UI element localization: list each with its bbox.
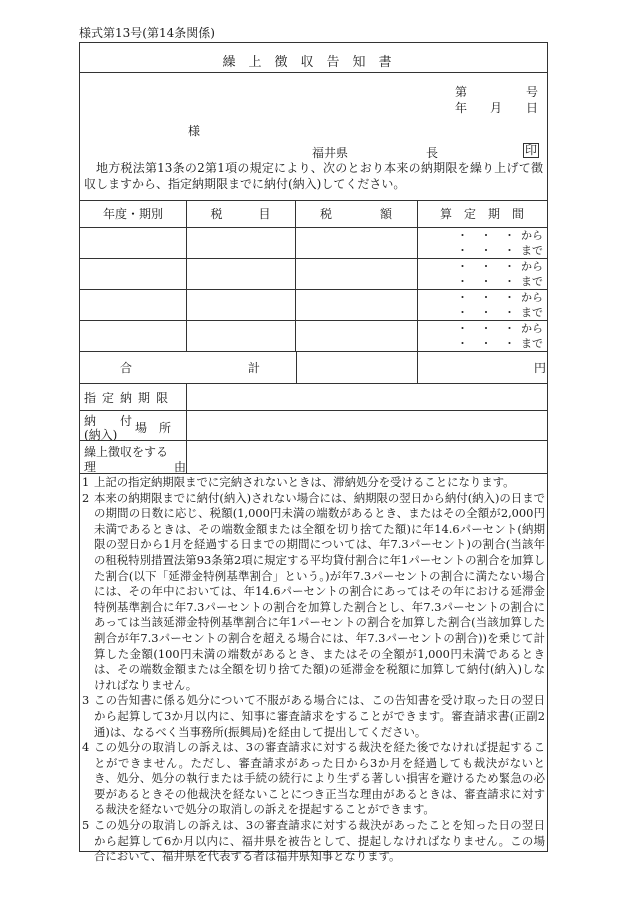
calc-period-from: ・ ・ ・ から bbox=[457, 291, 543, 304]
intro-text: 地方税法第13条の2第1項の規定により、次のとおり本来の納期限を繰り上げて徴収しますから、指定納期限までに納付(納入)してください。 bbox=[84, 161, 543, 191]
addressee-suffix: 様 bbox=[188, 124, 201, 138]
calc-period-to: ・ ・ ・ まで bbox=[457, 306, 543, 319]
header-period: 年度・期別 bbox=[102, 207, 163, 221]
document-title: 繰上徴収告知書 bbox=[222, 55, 405, 70]
payment-place-label-b: (納入) bbox=[84, 428, 118, 442]
reason-label-c: 由 bbox=[174, 460, 187, 474]
notes-line bbox=[80, 473, 547, 474]
header-tax-amount: 税 額 bbox=[319, 207, 392, 221]
field-line bbox=[80, 440, 547, 441]
issuer-prefecture: 福井県 bbox=[312, 146, 349, 160]
payment-place-label-a: 納 付 bbox=[84, 414, 133, 428]
note-item: 4 この処分の取消しの訴えは、3の審査請求に対する裁決を経た後でなければ提起することができません。ただし、審査請求があった日から3か月を経過しても裁決がないとき、処分、処分の執行または手続の続行により生ずる著しい損害を避けるため緊急の必要があるときその他裁決を経ないことにつき正当な理由があるときは、審査請求に対する裁決を経ないで処分の取消しの訴えを提起することができます。 bbox=[82, 740, 545, 817]
date-day: 日 bbox=[526, 101, 539, 115]
calc-period-from: ・ ・ ・ から bbox=[457, 260, 543, 273]
form-number-label: 様式第13号(第14条関係) bbox=[79, 26, 215, 40]
payment-place-label-c: 場 所 bbox=[135, 421, 172, 435]
notes-section bbox=[82, 475, 545, 865]
reason-label-a: 繰上徴収をする bbox=[84, 445, 169, 459]
doc-no-prefix: 第 bbox=[455, 85, 468, 99]
note-item: 1 上記の指定納期限までに完納されないときは、滞納処分を受けることになります。 bbox=[82, 475, 515, 489]
seal-stamp-icon: 印 bbox=[525, 143, 538, 157]
total-yen-unit: 円 bbox=[534, 361, 547, 375]
total-label-left: 合 bbox=[120, 361, 133, 375]
note-item: 5 この処分の取消しの訴えは、3の審査請求に対する裁決があったことを知った日の翌日から起算して6か月以内に、福井県を被告として、提起しなければなりません。この場合において、福井県を代表する者は福井県知事となります。 bbox=[82, 818, 545, 864]
total-label-right: 計 bbox=[248, 361, 261, 375]
deadline-label: 指定納期限 bbox=[84, 391, 175, 405]
seal-mark bbox=[523, 143, 539, 158]
col-line bbox=[186, 383, 187, 473]
issuer-title: 長 bbox=[426, 146, 439, 160]
date-year: 年 bbox=[455, 101, 468, 115]
total-line bbox=[80, 383, 547, 384]
header-tax-item: 税 目 bbox=[210, 207, 271, 221]
header-calc-period: 算 定 期 間 bbox=[439, 207, 524, 221]
note-item: 3 この告知書に係る処分について不服がある場合には、この告知書を受け取った日の翌日から起算して3か月以内に、知事に審査請求をすることができます。審査請求書(正副2通)は、なるべく当事務所(振興局)を経由して提出してください。 bbox=[82, 693, 545, 739]
divider bbox=[80, 72, 547, 73]
calc-period-to: ・ ・ ・ まで bbox=[457, 337, 543, 350]
reason-label-b: 理 bbox=[84, 460, 97, 474]
notice-form bbox=[79, 42, 548, 864]
row-line bbox=[80, 351, 547, 352]
calc-period-to: ・ ・ ・ まで bbox=[457, 275, 543, 288]
col-line bbox=[296, 351, 297, 383]
field-line bbox=[80, 410, 547, 411]
doc-no-suffix: 号 bbox=[526, 85, 539, 99]
calc-period-from: ・ ・ ・ から bbox=[457, 322, 543, 335]
calc-period-to: ・ ・ ・ まで bbox=[457, 244, 543, 257]
note-item: 2 本来の納期限までに納付(納入)されない場合には、納期限の翌日から納付(納入)の日までの期間の日数に応じ、税額(1,000円未満の端数があるとき、またはその全額が2,000円未満であるときは、その端数金額または全額を切り捨てた額)に年14.6パーセント(納期限の翌日から1月を経過する日までの期間については、年7.3パーセント)の割合(当該年の租税特別措置法第93条第2項に規定する平均貸付割合に年1パーセントの割合を加算した割合(以下「延滞金特例基準割合」という。)が年7.3パーセントの割合に満たない場合には、その年中においては、年14.6パーセントの割合にあってはその年における延滞金特例基準割合に年7.3パーセントの割合を加算した割合とし、年7.3パーセントの割合にあっては当該延滞金特例基準割合に年1パーセントの割合を加算した割合(当該加算した割合が年7.3パーセントの割合を超える場合には、年7.3パーセントの割合))を乗じて計算した金額(100円未満の端数があるとき、またはその全額が1,000円未満であるときは、その端数金額または全額を切り捨てた額)の延滞金を税額に加算して納付(納入)しなければなりません。 bbox=[82, 490, 545, 692]
date-month: 月 bbox=[490, 101, 503, 115]
calc-period-from: ・ ・ ・ から bbox=[457, 229, 543, 242]
